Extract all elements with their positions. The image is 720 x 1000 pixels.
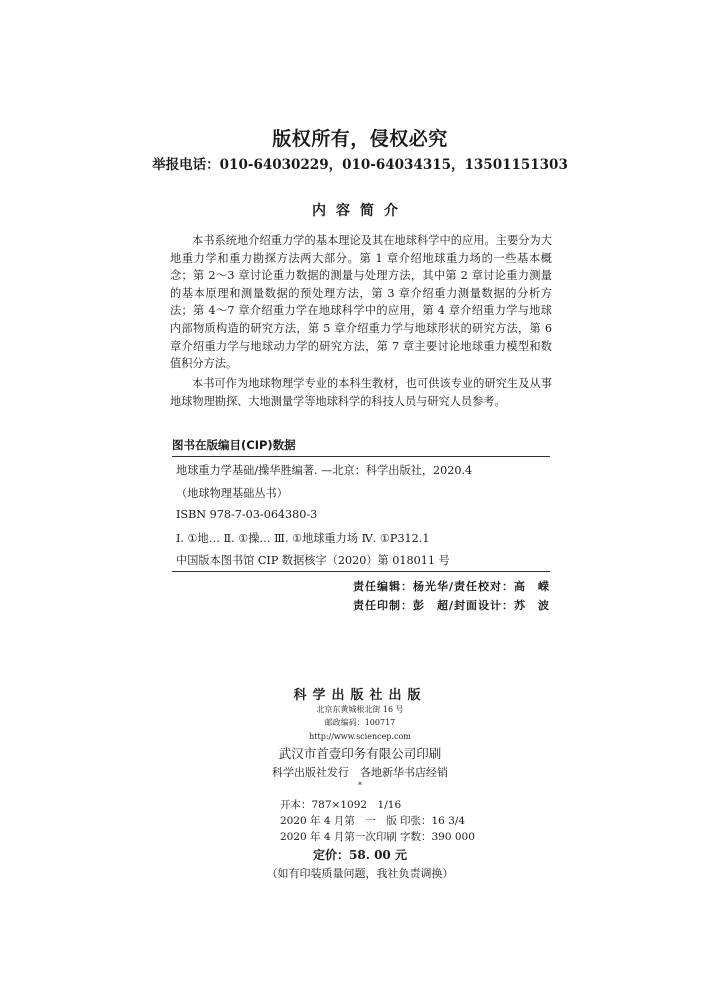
edition-spec bbox=[280, 813, 500, 829]
report-phone: 举报电话：010-64030229，010-64034315，13501151303 bbox=[152, 157, 568, 173]
publisher-name: 科学出版社出版 bbox=[293, 688, 427, 703]
cip-line: 地球重力学基础/操华胜编著. —北京：科学出版社，2020.4 bbox=[176, 464, 473, 477]
word-count: 字数：390 000 bbox=[400, 831, 475, 843]
cip-line: ISBN 978-7-03-064380-3 bbox=[176, 508, 318, 521]
abstract-paragraph: 本书系统地介绍重力学的基本理论及其在地球科学中的应用。主要分为大地重力学和重力勘探方法两大部分。第 1 章介绍地球重力场的一些基本概念；第 2～3 章讨论重力数据的测量与处理方法，其中第 2 章讨论重力测量的基本原理和测量数据的预处理方法，第 3 章介绍重力测量数据的分析方法；第 4～7 章介绍重力学在地球科学中的应用，第 4 章介绍重力学与地球内部物质构造的研究方法，第 5 章介绍重力学与地球形状的研究方法，第 6 章介绍重力学与地球动力学的研究方法，第 7 章主要讨论地球重力模型和数值积分方法。 bbox=[170, 234, 552, 371]
divider bbox=[172, 456, 550, 457]
cip-line: 中国版本图书馆 CIP 数据核字（2020）第 018011 号 bbox=[176, 554, 450, 567]
copyright-title: 版权所有，侵权必究 bbox=[272, 128, 448, 150]
printer-info: 武汉市首壹印务有限公司印刷 bbox=[278, 746, 442, 761]
distribution-info: 科学出版社发行 各地新华书店经销 bbox=[272, 766, 448, 779]
price: 定价：58. 00 元 bbox=[313, 848, 407, 862]
cip-line: Ⅰ. ①地… Ⅱ. ①操… Ⅲ. ①地球重力场 Ⅳ. ①P312.1 bbox=[176, 532, 430, 545]
publisher-postcode: 邮政编码：100717 bbox=[324, 718, 396, 727]
printing-spec bbox=[280, 829, 500, 845]
editor-credits: 责任编辑：杨光华/责任校对：高 嵘 bbox=[352, 580, 550, 593]
separator-mark: * bbox=[358, 781, 362, 790]
quality-notice: （如有印装质量问题，我社负责调换） bbox=[266, 867, 454, 880]
sheets-label: 印张：16 3/4 bbox=[400, 815, 466, 827]
cip-line: （地球物理基础丛书） bbox=[176, 487, 288, 500]
publisher-website: http://www.sciencep.com bbox=[309, 732, 411, 741]
abstract-paragraph: 本书可作为地球物理学专业的本科生教材，也可供该专业的研究生及从事地球物理勘探、大地测量学等地球科学的科技人员与研究人员参考。 bbox=[170, 377, 552, 408]
abstract-heading: 内容简介 bbox=[312, 203, 408, 219]
edition-label: 2020 年 4 月第 一 版 bbox=[280, 815, 397, 827]
publisher-address: 北京东黄城根北街 16 号 bbox=[316, 705, 404, 714]
format-spec: 开本：787×1092 1/16 bbox=[280, 799, 402, 811]
printing-label: 2020 年 4 月第一次印刷 bbox=[280, 831, 397, 843]
production-credits: 责任印制：彭 超/封面设计：苏 波 bbox=[352, 599, 550, 612]
divider bbox=[172, 571, 550, 572]
cip-heading: 图书在版编目(CIP)数据 bbox=[172, 438, 296, 452]
